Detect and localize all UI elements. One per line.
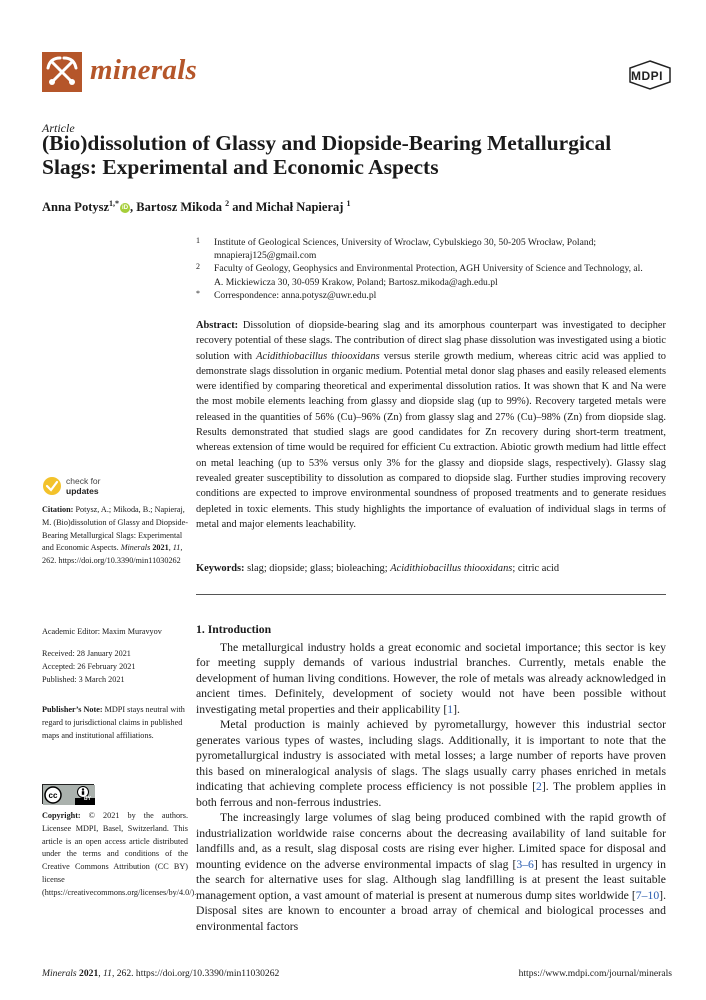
author-affil-mark: 1,* [109,199,120,208]
footer-doi[interactable]: , 262. https://doi.org/10.3390/min11030262 [111,968,280,979]
paragraph [196,717,666,810]
affiliation-mark: 1 [196,236,200,245]
note-label: Publisher’s Note: [42,705,103,714]
copyright-text: © 2021 by the authors. Licensee MDPI, Basel, Switzerland. This article is an open access article distributed under the terms and conditions of the Creative Commons Attribution (CC BY) license (https://creativecommons.org/licenses/by/4.0/). [42,811,197,897]
paragraph-text: ]. Disposal sites are known to encounter a broad array of chemical and biological processes and environmental factors [196,888,666,933]
journal-title: minerals [90,54,198,86]
publisher-name: MDPI [631,69,663,83]
divider [196,594,666,595]
citation-sep: , [168,543,173,553]
publisher-note [42,704,188,742]
author-name[interactable]: Anna Potysz [42,200,110,215]
correspondence-text[interactable]: Correspondence: anna.potysz@uwr.edu.pl [214,289,377,301]
paragraph-text: Metal production is mainly achieved by pyrometallurgy, however this industrial sector generates various types of wastes, including slags. Additionally, it is important to note that the pyrometallurgical industry is associated with metal losses; a large number of reports have proven this based on mineralogical analysis of slags. The slags usually carry phases enriched in metals indicating that achieving complete process efficiency is not possible [ [196,718,666,793]
cc-by-label: BY [84,796,91,802]
citation-label: Citation: [42,505,74,514]
svg-text:cc: cc [48,791,58,800]
check-for-updates-button[interactable] [42,476,132,500]
reference-link[interactable]: 7–10 [635,888,660,902]
article-type: Article [42,121,75,135]
abstract-text: Dissolution of diopside-bearing slag and its amorphous counterpart was investigated to decipher recovery potential of these slags. The contribution of direct slag phase dissolution was investigated using a biotic solution with [196,320,666,362]
paragraph-text: ]. [453,702,460,716]
cc-icon [43,785,95,805]
affiliation-text: Institute of Geological Sciences, University of Wroclaw, Cybulskiego 30, 50-205 Wrocław, Poland; [214,237,597,248]
footer-volume: 11 [103,968,112,979]
author-name[interactable]: and Michał Napieraj [229,200,344,215]
check-label: check for [66,476,101,486]
title-line-1: (Bio)dissolution of Glassy and Diopside-Bearing Metallurgical [42,131,612,155]
check-label-bold: updates [66,485,99,496]
correspondence-mark: * [196,288,200,298]
reference-link[interactable]: 3–6 [516,857,534,871]
paragraph [196,810,666,934]
date-accepted: Accepted: 26 February 2021 [42,661,136,671]
affiliation-item [196,262,666,288]
date-published: Published: 3 March 2021 [42,674,125,684]
paragraph [196,640,666,718]
affiliation-text: Faculty of Geology, Geophysics and Environmental Protection, AGH University of Science and Technology, al. [214,263,643,275]
citation-volume: 11 [172,543,181,553]
paragraph-text: ]. The problem applies in both ferrous and non-ferrous industries. [196,780,666,809]
footer-journal: Minerals [42,968,77,979]
publisher-logo [628,60,672,90]
journal-header [42,52,672,102]
author-list [42,199,351,215]
keywords-text: slag; diopside; glass; bioleaching; [244,563,391,574]
footer-citation [42,968,279,979]
correspondence [196,289,666,302]
crossed-pickaxes-icon [42,52,82,92]
paragraph-text: ] has resulted in urgency in the search for alternative uses for slag. Although slag landfilling is at present the least suitable management option, a vast amount of material is present at numerous dump sites worldwide [ [196,857,666,902]
citation-text: Potysz, A.; Mikoda, B.; Napieraj, M. (Bio)dissolution of Glassy and Diopside-Bearing Metallurgical Slags: Experimental and Economic Aspects. [42,505,189,553]
author-name[interactable]: , Bartosz Mikoda [130,200,223,215]
paragraph-text: The metallurgical industry holds a great economic and societal importance; this sector is key for meeting supply demands of various industrial branches. Currently, metals enable the development of human living conditions. However, the role of metals was already acknowledged in ancient times. Definitely, development of society would not have been possible without investigating metal properties and their applicability [ [196,640,666,716]
species-name: Acidithiobacillus thiooxidans [256,350,380,362]
author-affil-mark: 2 [225,199,230,208]
check-updates-icon [42,476,62,496]
reference-link[interactable]: 1 [447,702,454,716]
citation-journal: Minerals [120,543,151,553]
introduction-section [196,622,666,934]
cc-license-badge[interactable] [42,784,94,804]
citation-year: 2021 [150,543,169,553]
species-name: Acidithiobacillus thiooxidans [390,563,513,574]
copyright-label: Copyright: [42,811,81,820]
footer-year: 2021 [76,968,99,979]
section-heading: 1. Introduction [196,623,272,636]
affiliation-email[interactable]: mnapieraj125@gmail.com [214,250,317,262]
affiliation-mark: 2 [196,262,200,272]
keywords-text: ; citric acid [512,563,560,574]
citation-doi[interactable]: , 262. https://doi.org/10.3390/min11030262 [42,543,183,566]
keywords-label: Keywords: [196,563,245,574]
abstract-text: versus sterile growth medium, whereas citric acid was applied to demonstrate slags dissolution in organic medium. Potential metal donor slag phases and easily released elements were identified by comparing theoretical and experimental dissolution ratios. It was shown that K and Na were the most mobile elements leaching from glassy and diopside slag (up to 99%). Recovery targeted metals were released in the quantities of 56% (Cu)–96% (Zn) from glassy slag and 27% (Cu)–98% (Zn) from diopside slag. Results demonstrated that studied slags are good candidates for Zn recovery during short-term treatment, whereas extension of time would be required for efficient Cu extraction. Abiotic growth medium had little effect on metal leaching (up to 53% versus only 3% for the glassy and diopside slags, respectively). Glassy slag revealed greater susceptibility to dissolution as compared to diopside slag. Further studies improving recovery conditions are expected to improve environmental soundness of proposed treatments and to generate residues depleted in toxic elements. This study highlights the importance of evaluation of individual slags in terms of metal and major elements leachability. [196,350,666,530]
footer-sep: , [98,968,104,979]
academic-editor: Academic Editor: Maxim Muravyov [42,627,162,636]
note-text: MDPI stays neutral with regard to jurisdictional claims in published maps and institutional affiliations. [42,705,185,740]
footer-journal-url[interactable]: https://www.mdpi.com/journal/minerals [518,968,672,979]
date-received: Received: 28 January 2021 [42,649,131,658]
reference-link[interactable]: 2 [536,780,542,793]
copyright [42,810,197,900]
keywords [196,562,666,576]
dates [42,648,188,686]
author-affil-mark: 1 [346,199,351,208]
orcid-icon[interactable]: iD [122,205,129,212]
abstract-label: Abstract: [196,320,239,331]
citation [42,504,188,568]
paragraph-text: The increasingly large volumes of slag being produced combined with the rapid growth of industrialization worldwide raise concerns about the decreasing availability of land suitable for landfills and, as a result, slag disposal costs are rising ever higher. Limited space for disposal and mounting evidence on the adverse environmental impacts of slag [ [196,811,666,871]
abstract [196,318,666,532]
affiliations [196,236,666,302]
affiliation-item [196,236,666,262]
page-title [42,131,672,179]
affiliation-address[interactable]: A. Mickiewicza 30, 30-059 Krakow, Poland; Bartosz.mikoda@agh.edu.pl [214,276,498,288]
title-line-2: Slags: Experimental and Economic Aspects [42,155,439,179]
